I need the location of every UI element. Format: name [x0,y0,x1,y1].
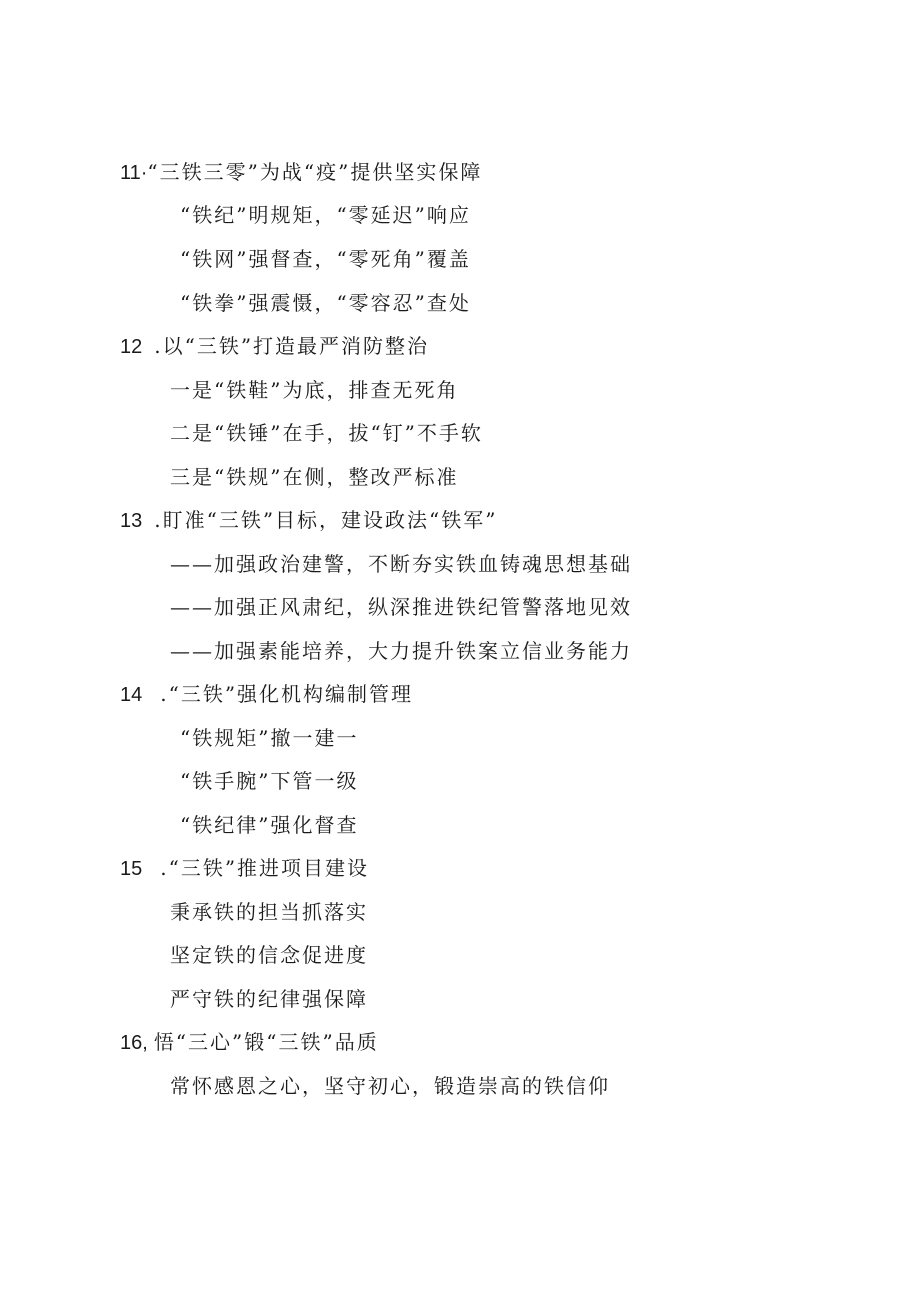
section-number: 13 [120,510,143,532]
section-heading [120,855,369,882]
section-heading [120,681,413,708]
list-item: “铁纪律”强化督查 [180,813,359,837]
list-item: “铁手腕”下管一级 [180,769,359,793]
list-item: 常怀感恩之心，坚守初心，锻造崇高的铁信仰 [170,1074,610,1098]
section-number: 12 [120,336,143,358]
section-heading [120,1029,379,1056]
section-title: .盯准“三铁”目标，建设政法“铁军” [154,508,498,532]
section-title: .“三铁”强化机构编制管理 [160,682,414,706]
list-item: 一是“铁鞋”为底，排查无死角 [170,378,459,402]
section-title: “三铁三零”为战“疫”提供坚实保障 [147,160,483,184]
section-number: 15 [120,858,143,880]
list-item: 三是“铁规”在侧，整改严标准 [170,465,459,489]
section-number: 11· [120,162,148,184]
section-title: .“三铁”推进项目建设 [160,856,370,880]
list-item: ——加强政治建警，不断夯实铁血铸魂思想基础 [170,552,632,576]
list-item: “铁拳”强震慑，“零容忍”查处 [180,291,471,315]
list-item: ——加强素能培养，大力提升铁案立信业务能力 [170,639,632,663]
section-heading [120,507,498,534]
section-title: .以“三铁”打造最严消防整治 [154,334,430,358]
list-item: 坚定铁的信念促进度 [170,943,368,967]
list-item: 严守铁的纪律强保障 [170,987,368,1011]
section-heading [120,159,482,186]
list-item: 秉承铁的担当抓落实 [170,900,368,924]
section-title: 悟“三心”锻“三铁”品质 [153,1030,379,1054]
section-heading [120,333,429,360]
section-number: 16, [120,1032,148,1054]
list-item: “铁纪”明规矩，“零延迟”响应 [180,203,471,227]
list-item: “铁规矩”撤一建一 [180,726,359,750]
list-item: 二是“铁锤”在手，拔“钉”不手软 [170,421,483,445]
list-item: ——加强正风肃纪，纵深推进铁纪管警落地见效 [170,595,632,619]
section-number: 14 [120,684,143,706]
list-item: “铁网”强督查，“零死角”覆盖 [180,247,471,271]
